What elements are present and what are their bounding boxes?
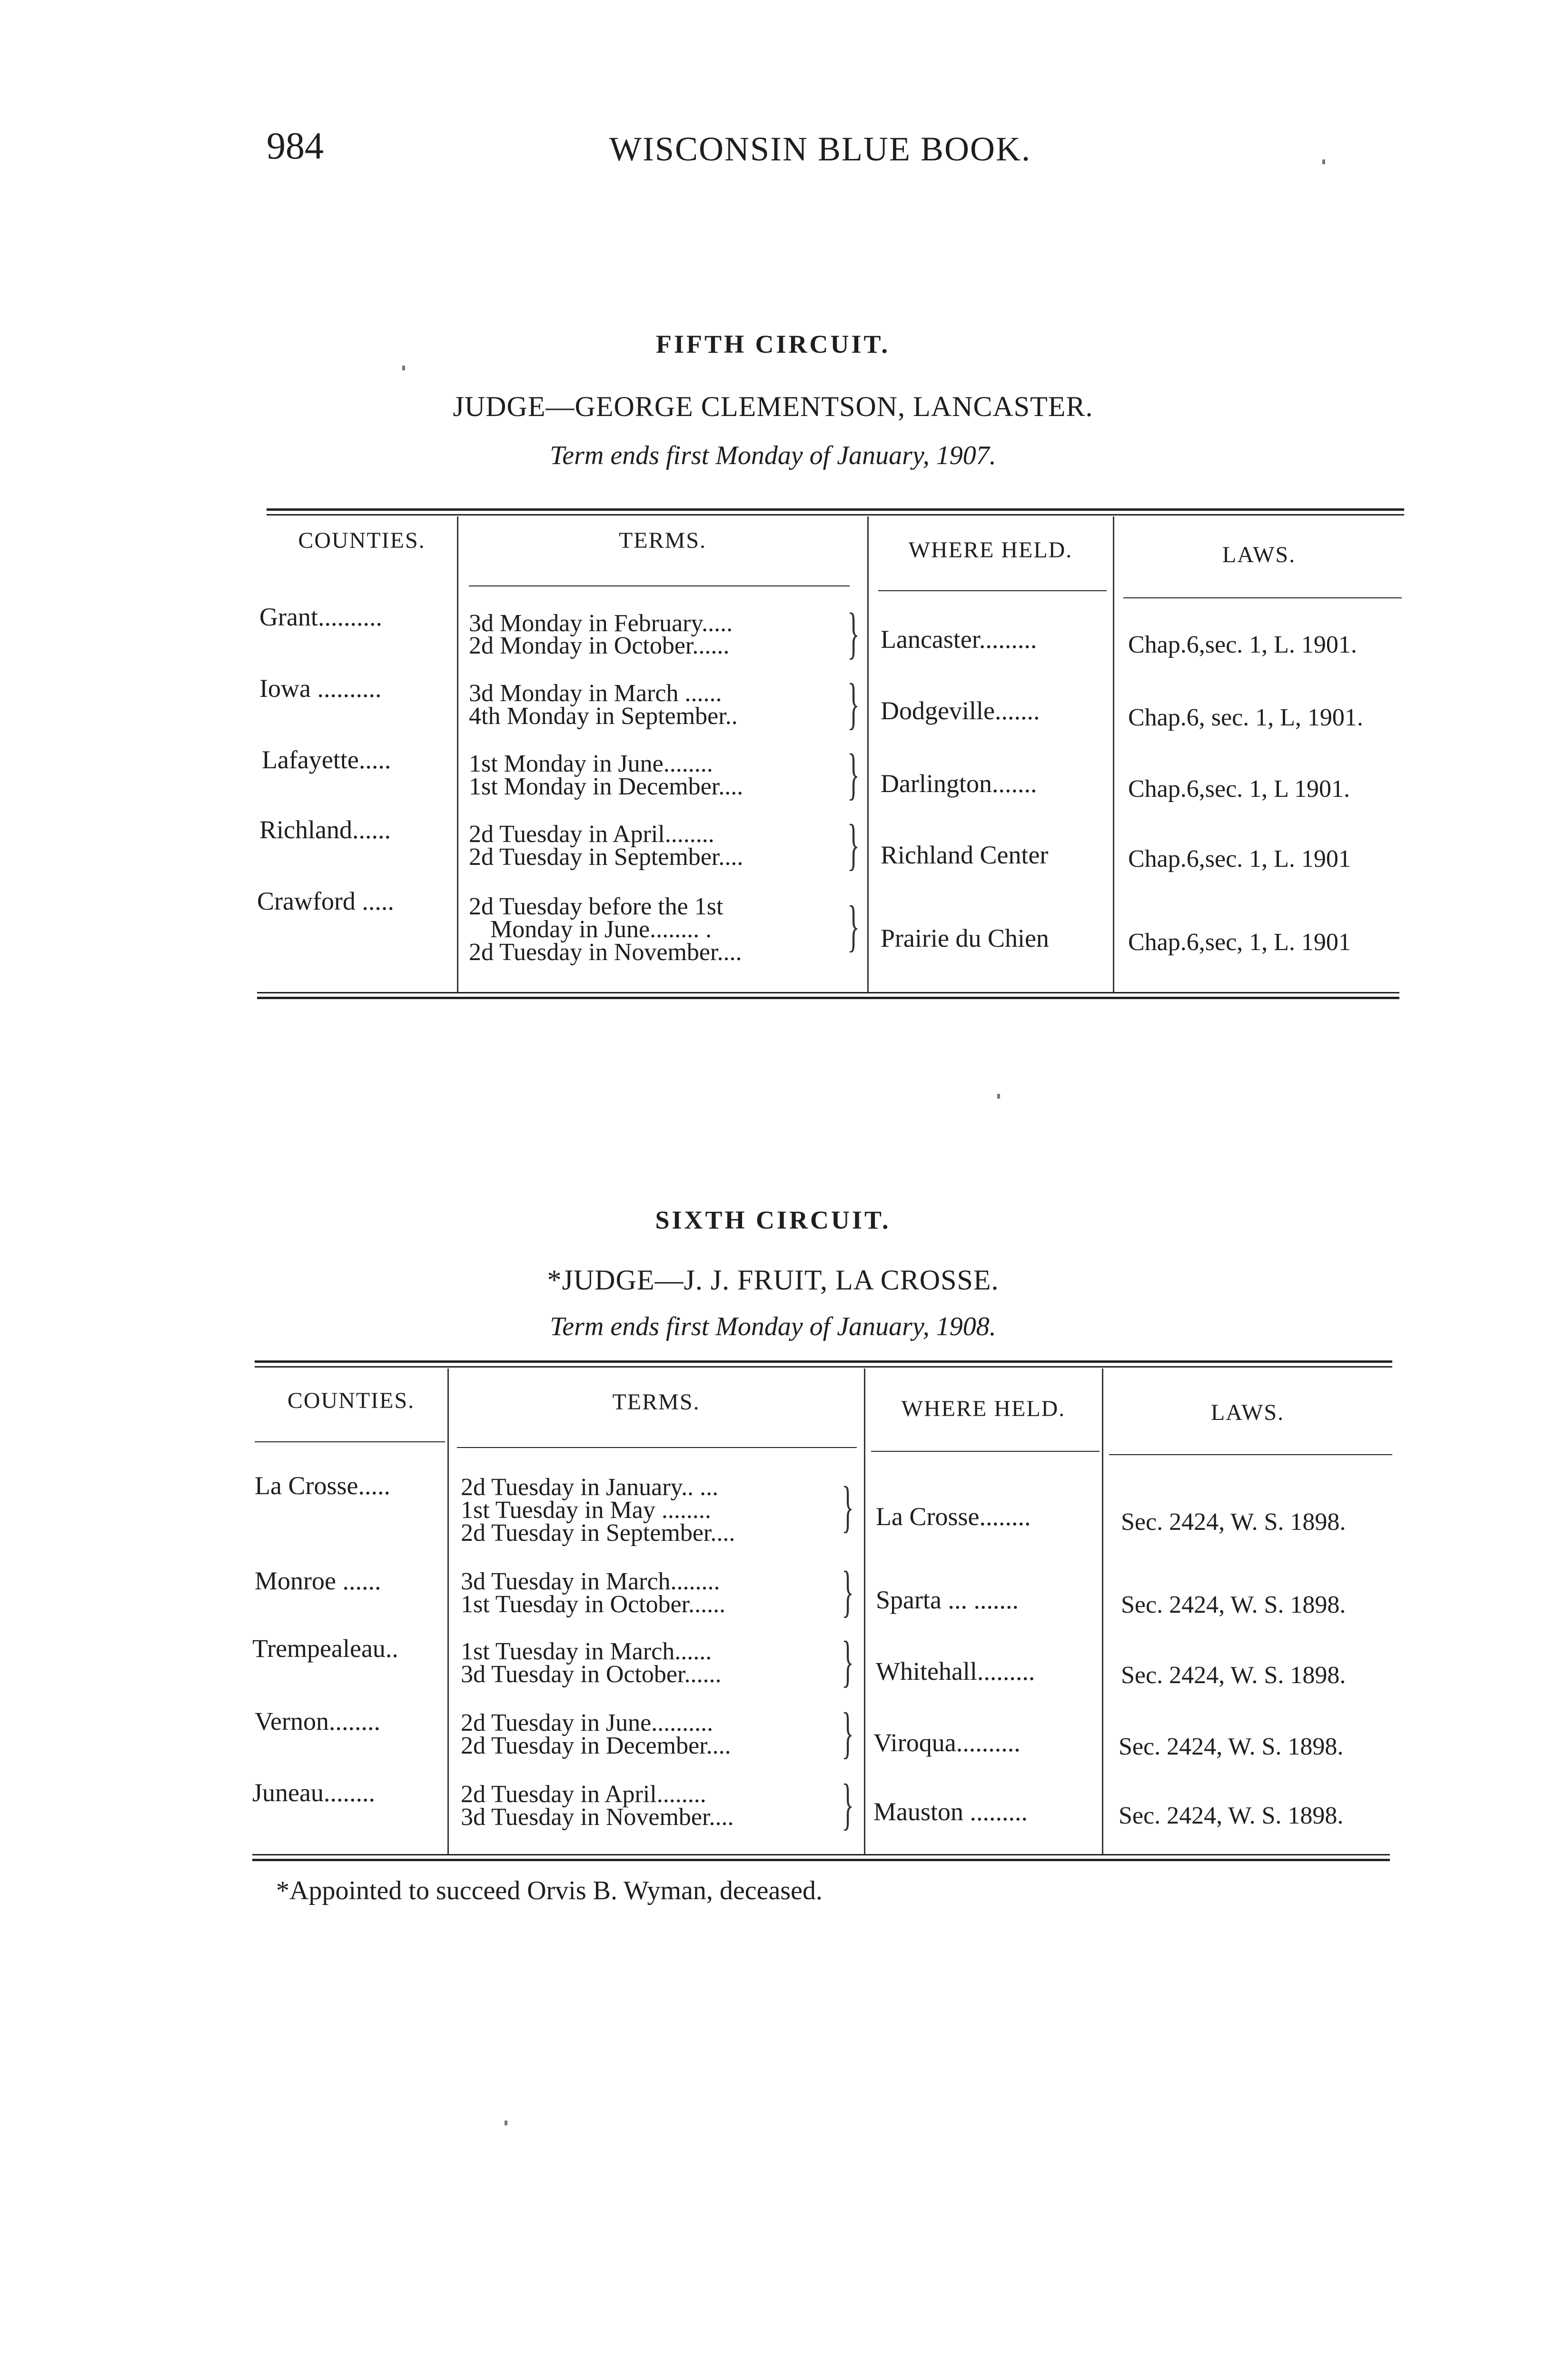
term-date: 2d Tuesday in June..........	[461, 1709, 714, 1736]
table-top-rule	[267, 508, 1404, 511]
brace-glyph: }	[842, 1629, 854, 1693]
law-citation: Sec. 2424, W. S. 1898.	[1121, 1662, 1346, 1689]
where-held: Darlington.......	[881, 769, 1037, 798]
where-held: Mauston .........	[873, 1797, 1028, 1826]
table-bottom-rule	[257, 992, 1399, 993]
term-date: 3d Tuesday in November....	[461, 1804, 734, 1831]
column-divider	[457, 516, 458, 992]
term-date: 2d Tuesday in November....	[469, 939, 742, 966]
header-counties: COUNTIES.	[287, 1388, 415, 1413]
term-date: 2d Tuesday in December....	[461, 1732, 731, 1759]
law-citation: Chap.6, sec. 1, L, 1901.	[1128, 704, 1363, 731]
where-held: Dodgeville.......	[881, 696, 1040, 725]
header-underline	[878, 590, 1107, 591]
term-date: 3d Monday in February.....	[469, 610, 733, 637]
sixth-circuit-term-ends: Term ends first Monday of January, 1908.	[550, 1312, 996, 1341]
county-name: Crawford .....	[257, 887, 394, 915]
where-held: Lancaster.........	[881, 625, 1037, 654]
term-date: 2d Tuesday in April........	[461, 1781, 706, 1808]
county-name: Trempealeau..	[252, 1634, 398, 1663]
county-name: Iowa ..........	[259, 674, 382, 703]
header-laws: LAWS.	[1210, 1400, 1285, 1425]
law-citation: Sec. 2424, W. S. 1898.	[1121, 1591, 1346, 1618]
county-name: Lafayette.....	[262, 745, 391, 774]
county-name: La Crosse.....	[255, 1471, 390, 1500]
term-date: 2d Tuesday in January.. ...	[461, 1474, 719, 1501]
table-bottom-rule-thick	[252, 1859, 1390, 1861]
brace-glyph: }	[847, 742, 860, 805]
brace-glyph: }	[842, 1559, 854, 1623]
fifth-circuit-term-ends: Term ends first Monday of January, 1907.	[550, 441, 996, 470]
column-divider	[864, 1368, 865, 1854]
sixth-circuit-judge: *JUDGE—J. J. FRUIT, LA CROSSE.	[547, 1264, 999, 1296]
print-speck	[997, 1094, 1000, 1099]
term-date: 1st Monday in December....	[469, 773, 743, 800]
header-where-held: WHERE HELD.	[908, 537, 1073, 563]
header-underline	[1123, 597, 1402, 598]
law-citation: Chap.6,sec. 1, L. 1901.	[1128, 631, 1357, 658]
column-divider	[447, 1368, 449, 1854]
term-date: 1st Tuesday in March......	[461, 1638, 712, 1665]
table-top-rule	[255, 1360, 1392, 1363]
where-held: Prairie du Chien	[881, 924, 1049, 952]
term-date: Monday in June........ .	[490, 916, 712, 943]
brace-glyph: }	[847, 894, 860, 957]
sixth-circuit-title: SIXTH CIRCUIT.	[655, 1206, 891, 1234]
where-held: Whitehall.........	[876, 1657, 1035, 1686]
county-name: Grant..........	[259, 603, 382, 631]
header-terms: TERMS.	[612, 1389, 700, 1415]
column-divider	[867, 516, 869, 992]
print-speck	[1322, 159, 1325, 164]
law-citation: Sec. 2424, W. S. 1898.	[1121, 1508, 1346, 1536]
where-held: Viroqua..........	[873, 1728, 1021, 1757]
where-held: La Crosse........	[876, 1502, 1031, 1531]
header-underline	[871, 1451, 1100, 1452]
law-citation: Sec. 2424, W. S. 1898.	[1119, 1802, 1344, 1829]
term-date: 1st Tuesday in May ........	[461, 1497, 711, 1524]
law-citation: Chap.6,sec. 1, L. 1901	[1128, 845, 1351, 873]
term-date: 1st Monday in June........	[469, 750, 713, 777]
print-speck	[505, 2121, 507, 2125]
brace-glyph: }	[842, 1475, 854, 1538]
term-date: 2d Tuesday in April........	[469, 821, 714, 848]
table-top-rule-thin	[255, 1366, 1392, 1368]
term-date: 2d Tuesday before the 1st	[469, 893, 723, 920]
brace-glyph: }	[847, 672, 860, 735]
header-underline	[457, 1447, 857, 1448]
running-head: WISCONSIN BLUE BOOK.	[609, 130, 1031, 168]
fifth-circuit-judge: JUDGE—GEORGE CLEMENTSON, LANCASTER.	[453, 391, 1093, 422]
column-divider	[1102, 1368, 1103, 1854]
brace-glyph: }	[842, 1701, 854, 1764]
term-date: 3d Monday in March ......	[469, 680, 722, 707]
county-name: Juneau........	[252, 1778, 375, 1807]
where-held: Sparta ... .......	[876, 1586, 1019, 1614]
county-name: Monroe ......	[255, 1567, 381, 1595]
where-held: Richland Center	[881, 841, 1049, 869]
table-bottom-rule-thick	[257, 997, 1399, 999]
print-speck	[402, 366, 405, 370]
term-date: 1st Tuesday in October......	[461, 1591, 726, 1618]
brace-glyph: }	[847, 601, 860, 664]
term-date: 2d Monday in October......	[469, 632, 730, 659]
term-date: 2d Tuesday in September....	[461, 1519, 735, 1547]
column-divider	[1113, 516, 1114, 992]
brace-glyph: }	[842, 1772, 854, 1835]
term-date: 3d Tuesday in October......	[461, 1661, 722, 1688]
footnote: *Appointed to succeed Orvis B. Wyman, deceased.	[276, 1876, 823, 1905]
fifth-circuit-title: FIFTH CIRCUIT.	[655, 330, 891, 358]
brace-glyph: }	[847, 813, 860, 876]
law-citation: Chap.6,sec. 1, L 1901.	[1128, 775, 1350, 803]
header-underline	[255, 1441, 445, 1442]
page-number: 984	[267, 125, 324, 167]
county-name: Vernon........	[255, 1707, 380, 1735]
header-counties: COUNTIES.	[298, 528, 426, 553]
header-underline	[1109, 1454, 1392, 1455]
county-name: Richland......	[259, 815, 391, 844]
law-citation: Chap.6,sec, 1, L. 1901	[1128, 929, 1351, 956]
header-where-held: WHERE HELD.	[901, 1396, 1066, 1421]
table-bottom-rule	[252, 1854, 1390, 1855]
header-laws: LAWS.	[1222, 542, 1296, 567]
table-top-rule-thin	[267, 514, 1404, 516]
term-date: 2d Tuesday in September....	[469, 843, 743, 871]
term-date: 3d Tuesday in March........	[461, 1568, 720, 1595]
header-underline	[469, 585, 850, 586]
header-terms: TERMS.	[618, 528, 707, 553]
law-citation: Sec. 2424, W. S. 1898.	[1119, 1733, 1344, 1760]
term-date: 4th Monday in September..	[469, 703, 738, 730]
